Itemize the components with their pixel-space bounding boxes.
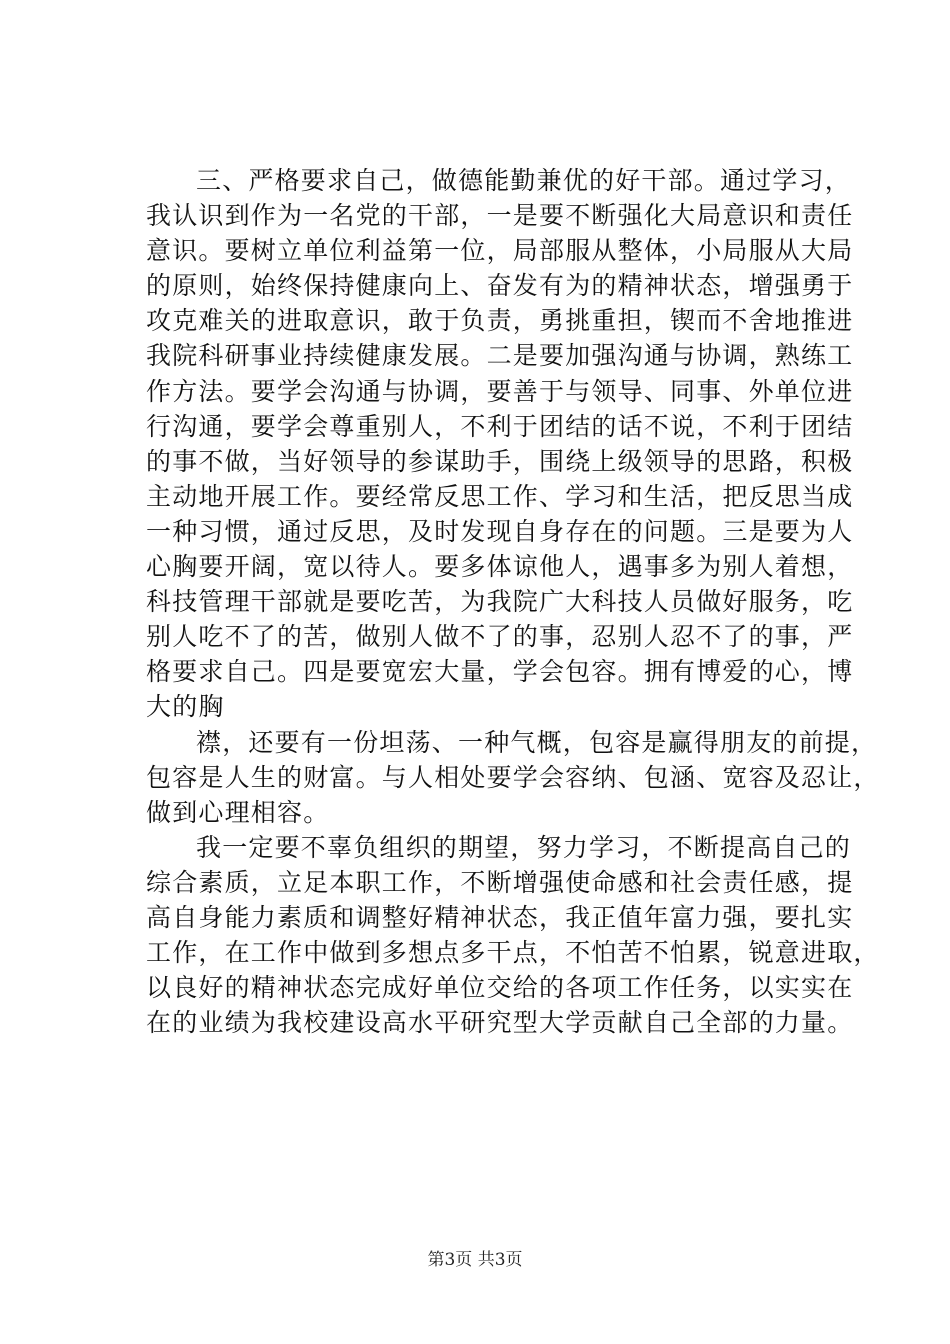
- paragraph-line: 做到心理相容。: [146, 797, 330, 827]
- paragraph-line: 襟，还要有一份坦荡、一种气概，包容是赢得朋友的前提，: [196, 727, 878, 757]
- paragraph-line: 一种习惯，通过反思，及时发现自身存在的问题。三是要为人: [146, 516, 854, 546]
- paragraph-line: 意识。要树立单位利益第一位，局部服从整体，小局服从大局: [146, 236, 854, 266]
- paragraph-line: 高自身能力素质和调整好精神状态，我正值年富力强，要扎实: [146, 902, 854, 932]
- paragraph-line: 主动地开展工作。要经常反思工作、学习和生活，把反思当成: [146, 481, 854, 511]
- paragraph-line: 大的胸: [146, 692, 225, 722]
- paragraph-line: 工作，在工作中做到多想点多干点，不怕苦不怕累，锐意进取，: [146, 938, 880, 968]
- paragraph-line: 三、严格要求自己，做德能勤兼优的好干部。通过学习，: [196, 166, 852, 195]
- paragraph-line: 我一定要不辜负组织的期望，努力学习，不断提高自己的: [196, 832, 852, 862]
- paragraph-line: 包容是人生的财富。与人相处要学会容纳、包涵、宽容及忍让，: [146, 762, 880, 792]
- paragraph-line: 作方法。要学会沟通与协调，要善于与领导、同事、外单位进: [146, 376, 854, 406]
- paragraph-line: 在的业绩为我校建设高水平研究型大学贡献自己全部的力量。: [146, 1008, 854, 1038]
- paragraph-line: 行沟通，要学会尊重别人，不利于团结的话不说，不利于团结: [146, 411, 854, 441]
- paragraph-line: 格要求自己。四是要宽宏大量，学会包容。拥有博爱的心，博: [146, 657, 854, 687]
- paragraph-line: 我院科研事业持续健康发展。二是要加强沟通与协调，熟练工: [146, 341, 854, 371]
- paragraph-line: 的原则，始终保持健康向上、奋发有为的精神状态，增强勇于: [146, 271, 854, 301]
- paragraph-line: 综合素质，立足本职工作，不断增强使命感和社会责任感，提: [146, 867, 854, 897]
- paragraph-line: 以良好的精神状态完成好单位交给的各项工作任务，以实实在: [146, 973, 854, 1003]
- paragraph-line: 心胸要开阔，宽以待人。要多体谅他人，遇事多为别人着想，: [146, 552, 854, 582]
- paragraph-line: 别人吃不了的苦，做别人做不了的事，忍别人忍不了的事，严: [146, 622, 854, 652]
- paragraph-line: 我认识到作为一名党的干部，一是要不断强化大局意识和责任: [146, 201, 854, 231]
- paragraph-line: 的事不做，当好领导的参谋助手，围绕上级领导的思路，积极: [146, 446, 854, 476]
- paragraph-line: 科技管理干部就是要吃苦，为我院广大科技人员做好服务，吃: [146, 587, 854, 617]
- page-number: 第3页 共3页: [427, 1250, 523, 1270]
- paragraph-line: 攻克难关的进取意识，敢于负责，勇挑重担，锲而不舍地推进: [146, 306, 854, 336]
- body-text: [146, 163, 880, 1040]
